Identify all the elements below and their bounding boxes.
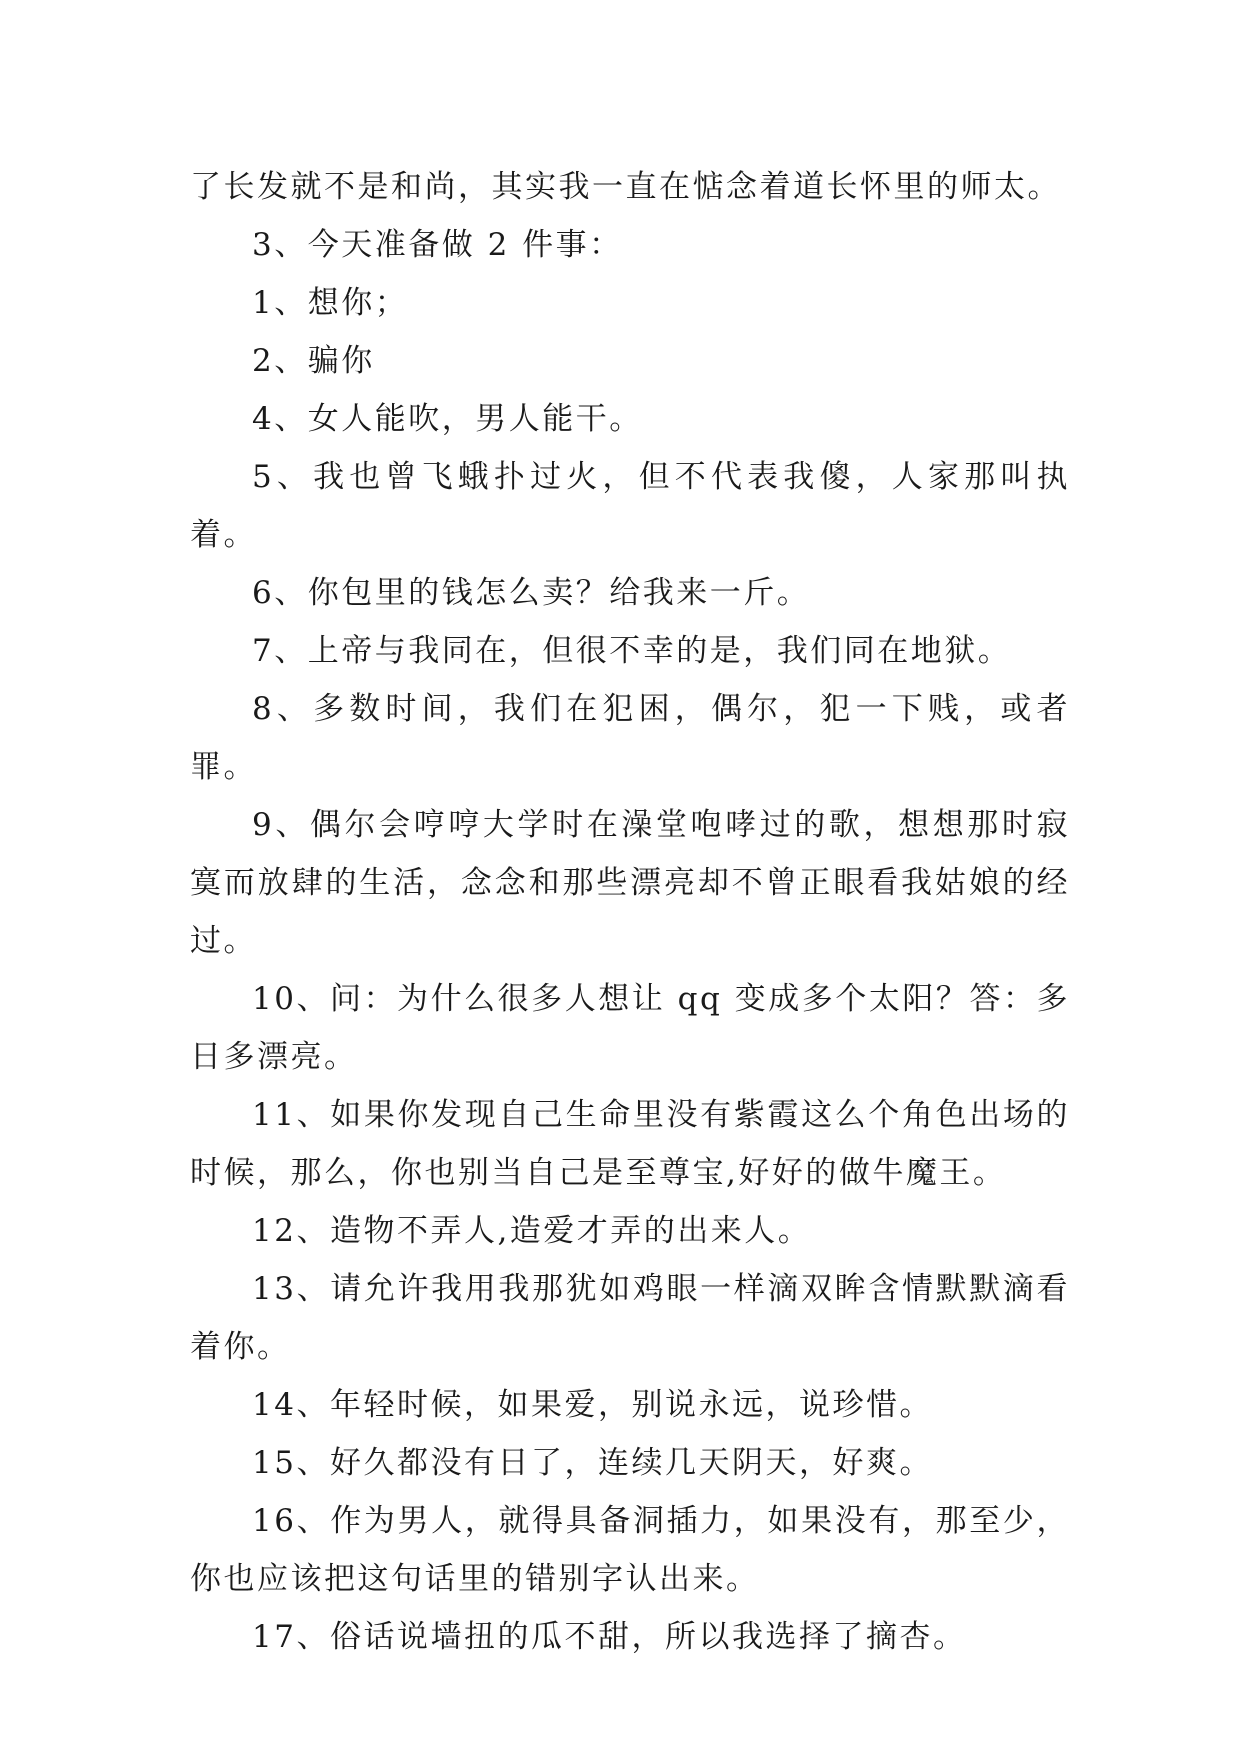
paragraph-3: 1、想你； [252, 285, 409, 321]
paragraph-12: 11、如果你发现自己生命里没有紫霞这么个角色出场的时候，那么，你也别当自己是至尊宝,好好的做牛魔王。 [190, 1097, 1070, 1191]
paragraph-18: 17、俗话说墙扭的瓜不甜，所以我选择了摘杏。 [252, 1619, 967, 1655]
paragraph-8: 7、上帝与我同在，但很不幸的是，我们同在地狱。 [252, 633, 1012, 669]
paragraph-14: 13、请允许我用我那犹如鸡眼一样滴双眸含情默默滴看着你。 [190, 1271, 1070, 1365]
paragraph-17: 16、作为男人，就得具备洞插力，如果没有，那至少，你也应该把这句话里的错别字认出来。 [190, 1503, 1070, 1597]
paragraph-2: 3、今天准备做 2 件事： [252, 227, 623, 263]
paragraph-4: 2、骗你 [252, 343, 375, 379]
paragraph-5: 4、女人能吹，男人能干。 [252, 401, 643, 437]
paragraph-7: 6、你包里的钱怎么卖？给我来一斤。 [252, 575, 811, 611]
paragraph-11: 10、问：为什么很多人想让 qq 变成多个太阳？答：多日多漂亮。 [190, 981, 1070, 1075]
paragraph-16: 15、好久都没有日了，连续几天阴天，好爽。 [252, 1445, 933, 1481]
paragraph-1: 了长发就不是和尚，其实我一直在惦念着道长怀里的师太。 [190, 169, 1061, 205]
document-body [190, 158, 1070, 1666]
paragraph-10: 9、偶尔会哼哼大学时在澡堂咆哮过的歌，想想那时寂寞而放肆的生活，念念和那些漂亮却不曾正眼看我姑娘的经过。 [190, 807, 1070, 959]
paragraph-6: 5、我也曾飞蛾扑过火，但不代表我傻，人家那叫执着。 [190, 459, 1070, 553]
paragraph-15: 14、年轻时候，如果爱，别说永远，说珍惜。 [252, 1387, 933, 1423]
paragraph-13: 12、造物不弄人,造爱才弄的出来人。 [252, 1213, 812, 1249]
paragraph-9: 8、多数时间，我们在犯困，偶尔，犯一下贱，或者罪。 [190, 691, 1070, 785]
